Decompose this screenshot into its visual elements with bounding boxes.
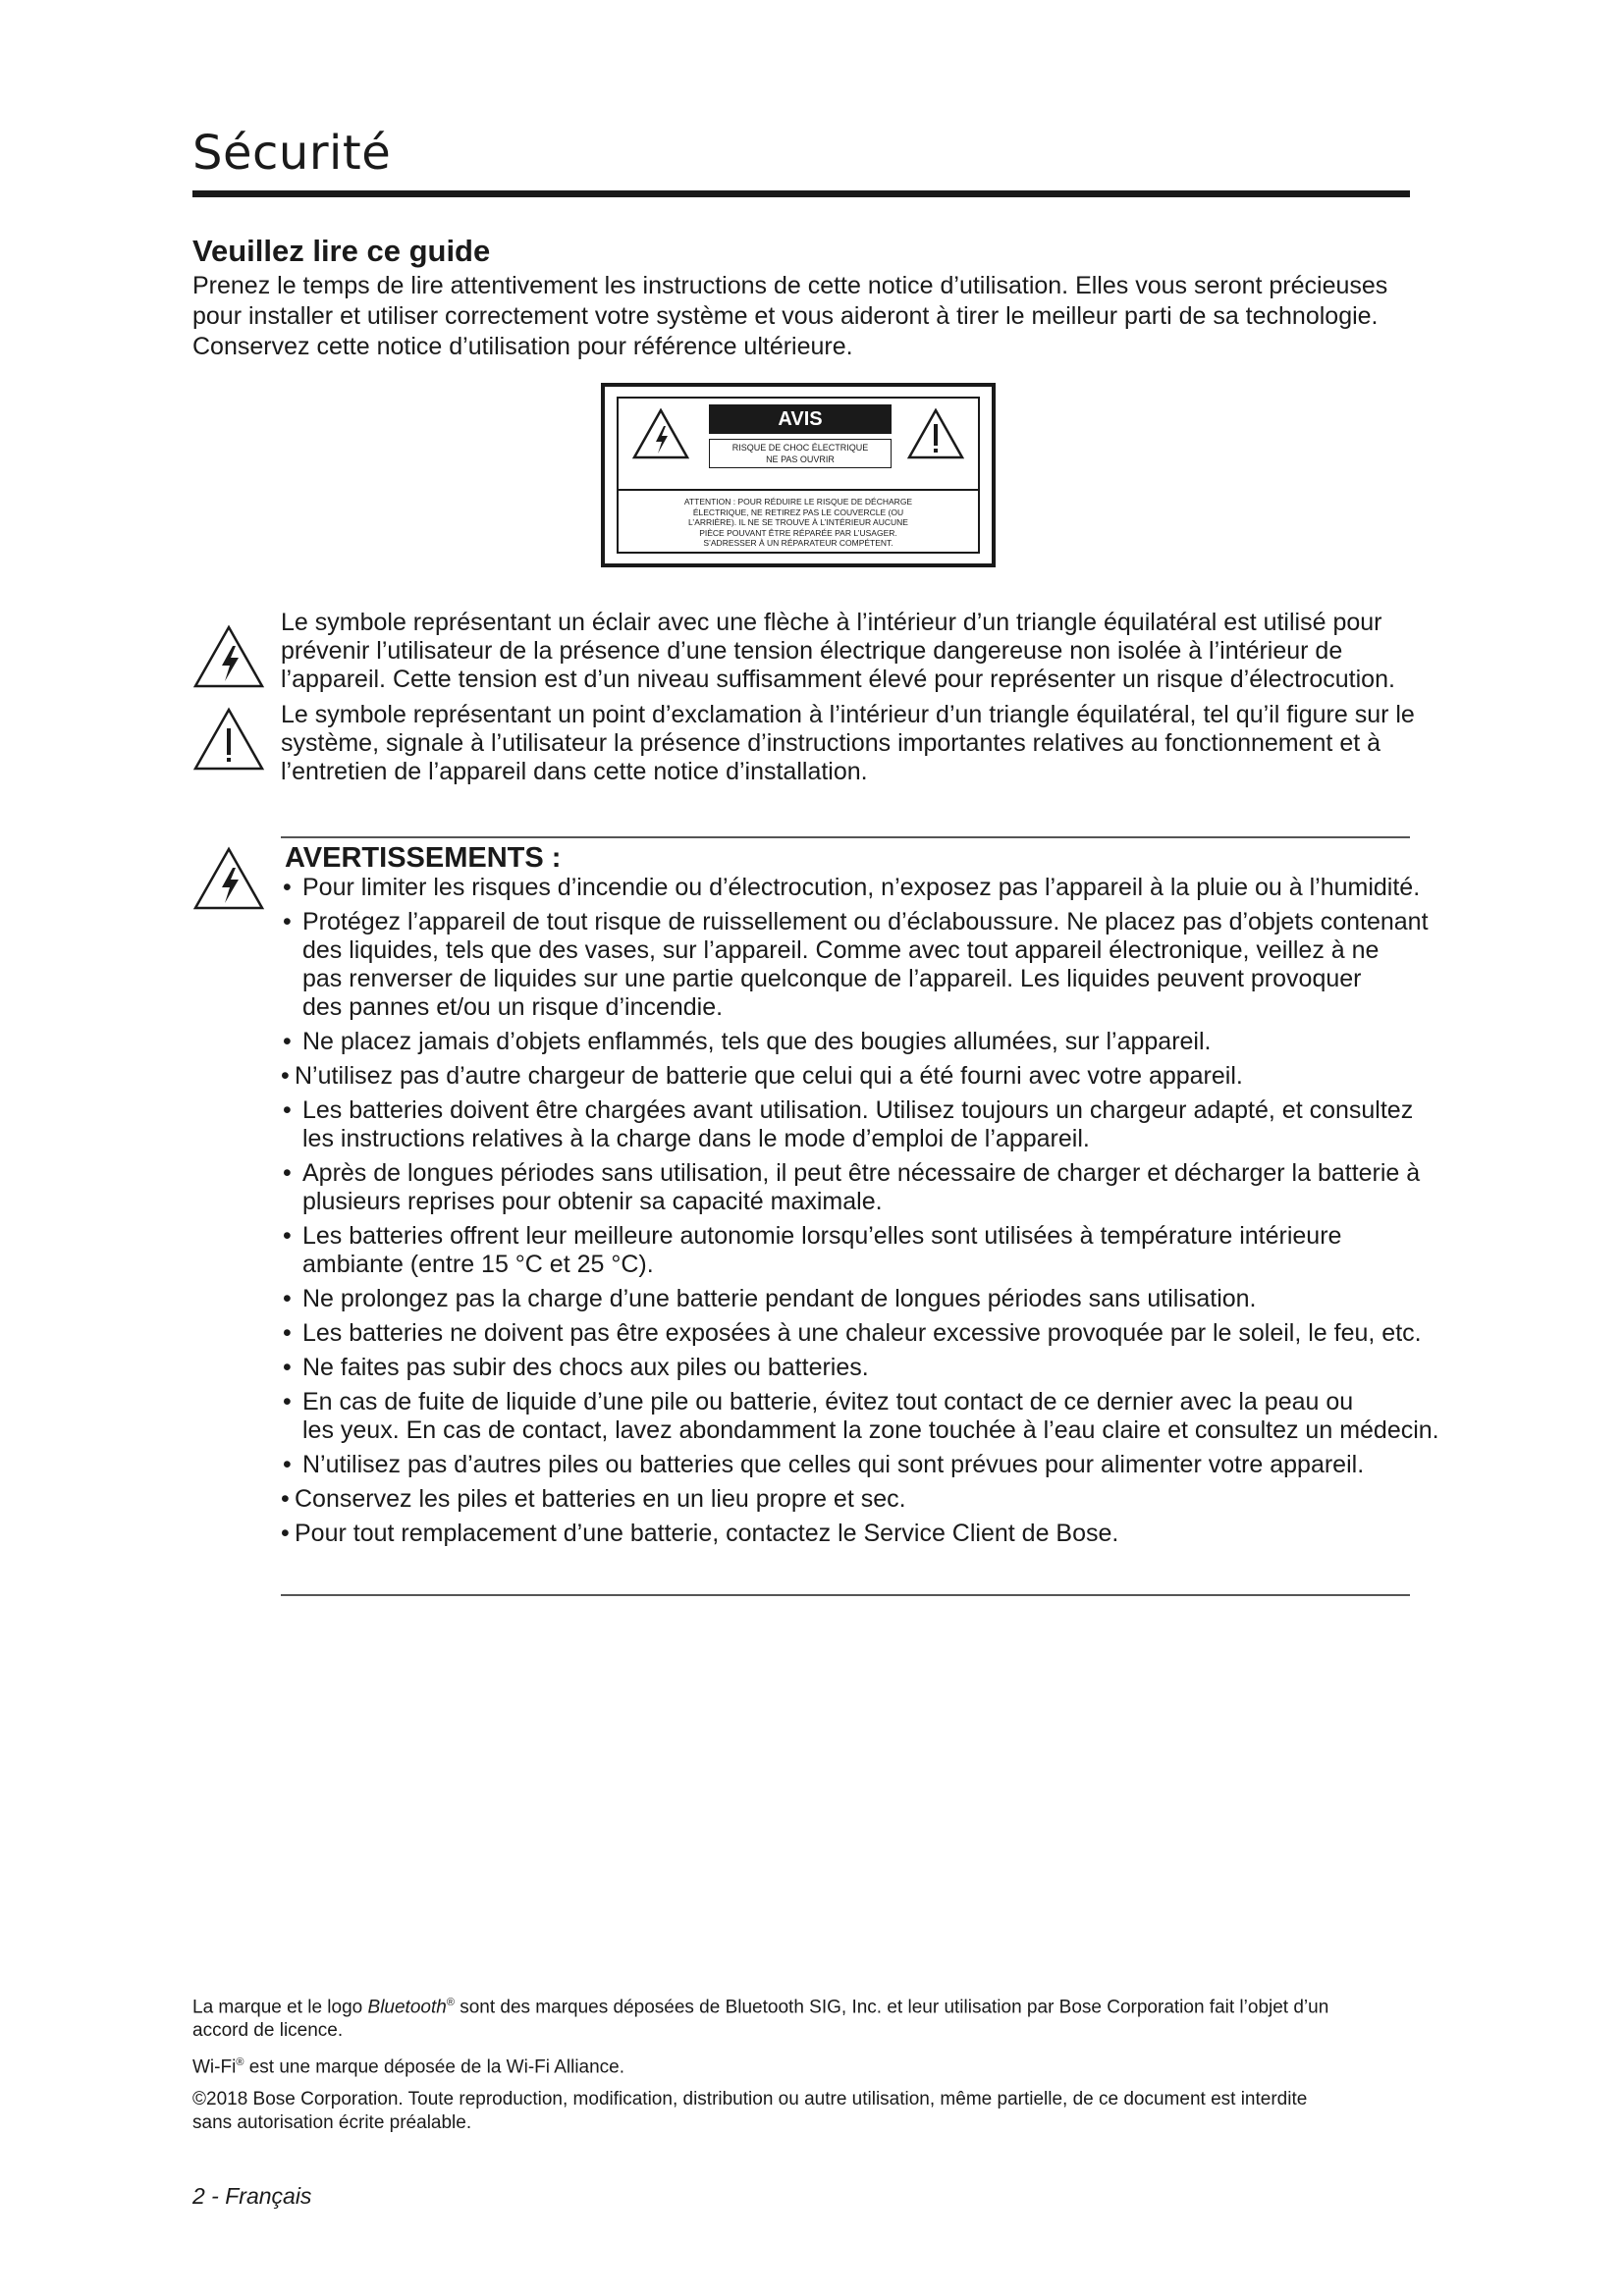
- trademark-text: sont des marques déposées de Bluetooth SIG, Inc. et leur utilisation par Bose Corporation fait l’objet d’un: [454, 1997, 1329, 2018]
- lightning-triangle-icon: [632, 408, 689, 459]
- intro-line: Prenez le temps de lire attentivement les instructions de cette notice d’utilisation. Elles vous seront précieuses: [192, 272, 1388, 299]
- exclamation-triangle-icon: [907, 408, 964, 459]
- symbol-line: l’appareil. Cette tension est d’un niveau suffisamment élevé pour représenter un risque d’électrocution.: [281, 666, 1395, 693]
- warning-line: pas renverser de liquides sur une partie quelconque de l’appareil. Les liquides peuvent provoquer: [302, 965, 1362, 992]
- warning-line: les yeux. En cas de contact, lavez abondamment la zone touchée à l’eau claire et consultez un médecin.: [302, 1416, 1439, 1444]
- warning-item: [281, 908, 1429, 1022]
- wifi-trademark-note: [192, 2051, 1410, 2079]
- avis-attention-line: ATTENTION : POUR RÉDUIRE LE RISQUE DE DÉCHARGE: [683, 497, 913, 507]
- guide-heading: Veuillez lire ce guide: [192, 234, 491, 268]
- title-rule: [192, 190, 1410, 197]
- avis-center: [709, 404, 892, 468]
- intro-line: pour installer et utiliser correctement votre système et vous aideront à tirer le meilleur parti de sa technologie.: [192, 302, 1379, 330]
- avis-attention-line: PIÈCE POUVANT ÊTRE RÉPARÉE PAR L’USAGER.: [699, 527, 897, 538]
- warning-line: • En cas de fuite de liquide d’une pile ou batterie, évitez tout contact de ce dernier avec la peau ou: [302, 1388, 1354, 1415]
- trademark-line: [192, 2051, 1410, 2079]
- warning-line: • Pour tout remplacement d’une batterie, contactez le Service Client de Bose.: [295, 1520, 1119, 1547]
- avis-attention-line: S’ADRESSER À UN RÉPARATEUR COMPÉTENT.: [703, 538, 893, 548]
- warning-item: [281, 1028, 1410, 1056]
- warnings-top-rule: [281, 836, 1410, 838]
- warning-item: [281, 1520, 1410, 1548]
- lightning-triangle-icon: [192, 624, 265, 689]
- trademark-text: est une marque déposée de la Wi-Fi Alliance.: [244, 2056, 625, 2078]
- exclamation-symbol-description: [281, 701, 1415, 786]
- warning-line: des pannes et/ou un risque d’incendie.: [302, 993, 724, 1021]
- symbol-line: prévenir l’utilisateur de la présence d’une tension électrique dangereuse non isolée à l’intérieur de: [281, 637, 1343, 665]
- warning-item: [281, 1062, 1410, 1091]
- avis-attention-text: [619, 497, 978, 549]
- warning-item: [281, 1096, 1414, 1153]
- warning-item: [281, 874, 1421, 902]
- symbol-line: Le symbole représentant un point d’exclamation à l’intérieur d’un triangle équilatéral, tel qu’il figure sur le: [281, 701, 1415, 728]
- copyright-line: ©2018 Bose Corporation. Toute reproduction, modification, distribution ou autre utilisation, même partielle, de ce document est interdite: [192, 2088, 1308, 2109]
- warning-line: • Ne placez jamais d’objets enflammés, tels que des bougies allumées, sur l’appareil.: [302, 1028, 1212, 1055]
- warning-line: • Pour limiter les risques d’incendie ou d’électrocution, n’exposez pas l’appareil à la pluie ou à l’humidité.: [302, 874, 1421, 901]
- warning-line: • Les batteries doivent être chargées avant utilisation. Utilisez toujours un chargeur adapté, et consultez: [302, 1096, 1414, 1124]
- trademark-line: accord de licence.: [192, 2020, 344, 2042]
- warnings-list: [281, 874, 1439, 1554]
- warning-line: • Les batteries ne doivent pas être exposées à une chaleur excessive provoquée par le soleil, le feu, etc.: [302, 1319, 1422, 1347]
- intro-line: Conservez cette notice d’utilisation pour référence ultérieure.: [192, 333, 853, 360]
- avis-risk-text: [709, 439, 892, 468]
- exclamation-triangle-icon: [192, 707, 265, 772]
- bluetooth-word: Bluetooth: [367, 1997, 447, 2018]
- warning-line: des liquides, tels que des vases, sur l’appareil. Comme avec tout appareil électronique, veillez à ne: [302, 936, 1380, 964]
- warnings-heading: AVERTISSEMENTS :: [285, 842, 562, 874]
- avis-label-inner: [617, 397, 980, 554]
- warning-item: [281, 1285, 1410, 1313]
- symbol-line: système, signale à l’utilisateur la présence d’instructions importantes relatives au fonctionnement et à: [281, 729, 1381, 757]
- warning-item: [281, 1485, 1410, 1514]
- warning-line: • Ne prolongez pas la charge d’une batterie pendant de longues périodes sans utilisation.: [302, 1285, 1257, 1312]
- warning-line: • N’utilisez pas d’autres piles ou batteries que celles qui sont prévues pour alimenter votre appareil.: [302, 1451, 1365, 1478]
- warning-item: [281, 1354, 1410, 1382]
- warning-line: plusieurs reprises pour obtenir sa capacité maximale.: [302, 1188, 883, 1215]
- avis-warning-label: [601, 383, 996, 567]
- warning-item: [281, 1159, 1421, 1216]
- symbol-line: Le symbole représentant un éclair avec une flèche à l’intérieur d’un triangle équilatéral est utilisé pour: [281, 609, 1382, 636]
- warning-item: [281, 1222, 1410, 1279]
- registered-mark: ®: [446, 1997, 455, 2008]
- copyright-note: [192, 2088, 1410, 2135]
- page-title: Sécurité: [192, 126, 392, 181]
- warning-line: • Ne faites pas subir des chocs aux piles ou batteries.: [302, 1354, 869, 1381]
- wifi-word: Wi-Fi: [192, 2056, 237, 2078]
- lightning-triangle-icon: [192, 846, 265, 911]
- copyright-line: sans autorisation écrite préalable.: [192, 2111, 472, 2133]
- warning-line: • N’utilisez pas d’autre chargeur de batterie que celui qui a été fourni avec votre appareil.: [295, 1062, 1243, 1090]
- avis-risk-line: RISQUE DE CHOC ÉLECTRIQUE: [731, 443, 869, 453]
- avis-divider: [619, 489, 978, 491]
- page-number: 2 - Français: [192, 2183, 312, 2209]
- legal-footer: [192, 1991, 1410, 2143]
- bluetooth-trademark-note: [192, 1991, 1410, 2043]
- warning-item: [281, 1319, 1422, 1348]
- intro-paragraph: [192, 271, 1400, 362]
- avis-title: AVIS: [709, 404, 892, 434]
- warning-item: [281, 1388, 1439, 1445]
- warnings-bottom-rule: [281, 1594, 1410, 1596]
- warning-line: • Protégez l’appareil de tout risque de ruissellement ou d’éclaboussure. Ne placez pas d’objets contenant: [302, 908, 1429, 935]
- warning-line: • Conservez les piles et batteries en un lieu propre et sec.: [295, 1485, 906, 1513]
- avis-attention-line: ÉLECTRIQUE, NE RETIREZ PAS LE COUVERCLE (OU: [692, 507, 904, 517]
- registered-mark: ®: [236, 2056, 244, 2069]
- symbol-line: l’entretien de l’appareil dans cette notice d’installation.: [281, 758, 868, 785]
- lightning-symbol-description: [281, 609, 1410, 694]
- warning-line: • Après de longues périodes sans utilisation, il peut être nécessaire de charger et décharger la batterie à: [302, 1159, 1421, 1187]
- warning-line: • Les batteries offrent leur meilleure autonomie lorsqu’elles sont utilisées à température intérieure: [302, 1222, 1342, 1250]
- warning-item: [281, 1451, 1410, 1479]
- warning-line: ambiante (entre 15 °C et 25 °C).: [302, 1251, 654, 1278]
- avis-label-top: [619, 399, 978, 487]
- trademark-text: La marque et le logo: [192, 1997, 368, 2018]
- trademark-line: [192, 1991, 1410, 2019]
- avis-risk-line: NE PAS OUVRIR: [766, 454, 835, 464]
- avis-attention-line: L’ARRIÈRE). IL NE SE TROUVE À L’INTÉRIEUR AUCUNE: [688, 517, 908, 527]
- warning-line: les instructions relatives à la charge dans le mode d’emploi de l’appareil.: [302, 1125, 1090, 1152]
